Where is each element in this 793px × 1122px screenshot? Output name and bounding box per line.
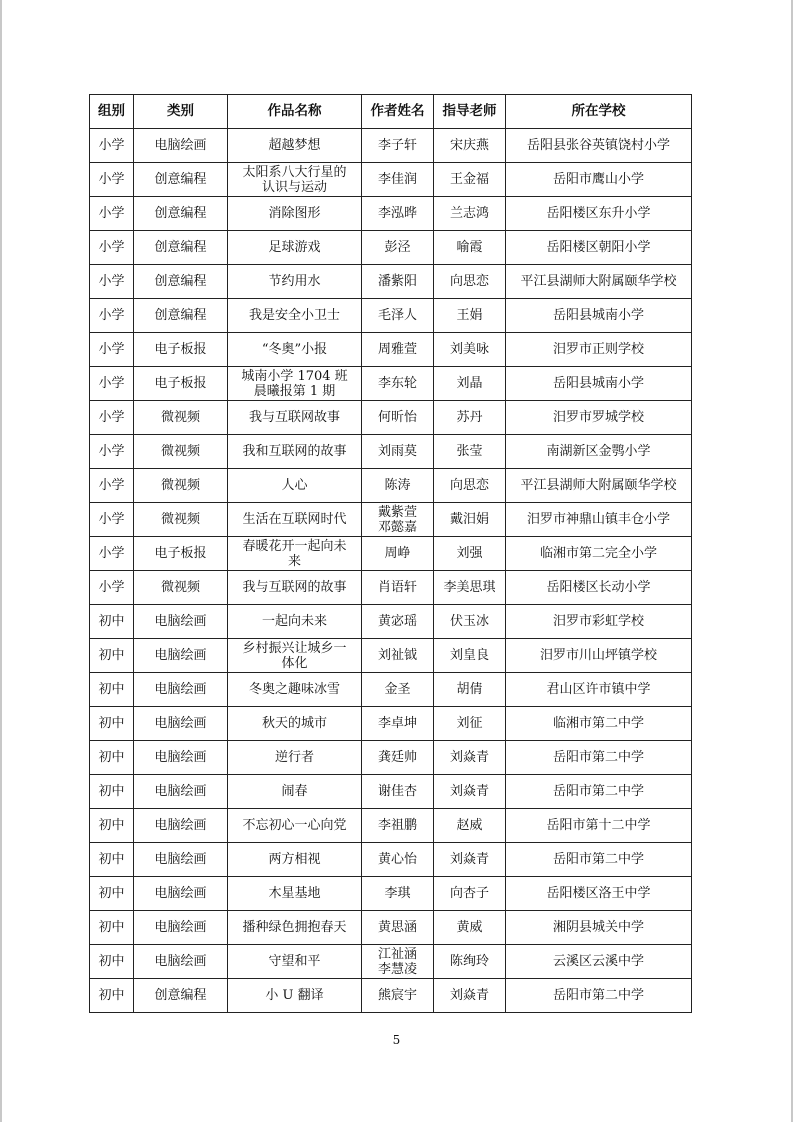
cell-work-title: 节约用水	[228, 265, 362, 299]
table-row	[90, 333, 692, 367]
cell-school: 岳阳市第二中学	[506, 741, 692, 775]
cell-work-title: 冬奥之趣味冰雪	[228, 673, 362, 707]
cell-category: 微视频	[134, 469, 228, 503]
table-row	[90, 809, 692, 843]
cell-group: 初中	[90, 639, 134, 673]
cell-group: 小学	[90, 401, 134, 435]
page-number: 5	[392, 1033, 401, 1047]
cell-group: 小学	[90, 469, 134, 503]
cell-group: 初中	[90, 707, 134, 741]
header-work-title: 作品名称	[228, 95, 362, 129]
cell-category: 创意编程	[134, 231, 228, 265]
table-row	[90, 945, 692, 979]
cell-school: 平江县湖师大附属颐华学校	[506, 265, 692, 299]
cell-work-title: 乡村振兴让城乡一 体化	[228, 639, 362, 673]
cell-group: 小学	[90, 197, 134, 231]
cell-category: 创意编程	[134, 197, 228, 231]
cell-author: 肖语轩	[362, 571, 434, 605]
cell-author: 江祉涵 李慧凌	[362, 945, 434, 979]
cell-work-title: 我和互联网的故事	[228, 435, 362, 469]
table-row	[90, 877, 692, 911]
table-row	[90, 435, 692, 469]
cell-author: 李琪	[362, 877, 434, 911]
cell-category: 电子板报	[134, 537, 228, 571]
cell-school: 岳阳市第二中学	[506, 979, 692, 1013]
cell-author: 潘紫阳	[362, 265, 434, 299]
cell-group: 初中	[90, 979, 134, 1013]
cell-teacher: 李美思琪	[434, 571, 506, 605]
cell-work-title: 我与互联网故事	[228, 401, 362, 435]
cell-category: 电脑绘画	[134, 775, 228, 809]
cell-author: 毛泽人	[362, 299, 434, 333]
cell-group: 小学	[90, 367, 134, 401]
cell-group: 初中	[90, 877, 134, 911]
cell-author: 周峥	[362, 537, 434, 571]
cell-teacher: 向思恋	[434, 265, 506, 299]
cell-category: 电脑绘画	[134, 911, 228, 945]
cell-school: 岳阳楼区朝阳小学	[506, 231, 692, 265]
cell-school: 岳阳楼区长动小学	[506, 571, 692, 605]
cell-work-title: 消除图形	[228, 197, 362, 231]
cell-teacher: 喻霞	[434, 231, 506, 265]
cell-author: 戴紫萱 邓懿嘉	[362, 503, 434, 537]
cell-work-title: 木星基地	[228, 877, 362, 911]
cell-teacher: 刘晶	[434, 367, 506, 401]
cell-work-title: 城南小学 1704 班 晨曦报第 1 期	[228, 367, 362, 401]
cell-group: 小学	[90, 571, 134, 605]
cell-teacher: 宋庆燕	[434, 129, 506, 163]
cell-school: 临湘市第二完全小学	[506, 537, 692, 571]
table-row	[90, 979, 692, 1013]
cell-work-title: 两方相视	[228, 843, 362, 877]
table-row	[90, 571, 692, 605]
cell-work-title: 生活在互联网时代	[228, 503, 362, 537]
cell-work-title: 播种绿色拥抱春天	[228, 911, 362, 945]
cell-category: 微视频	[134, 401, 228, 435]
cell-work-title: 超越梦想	[228, 129, 362, 163]
table-row	[90, 367, 692, 401]
cell-work-title: “冬奥”小报	[228, 333, 362, 367]
cell-teacher: 黄威	[434, 911, 506, 945]
table-row	[90, 299, 692, 333]
cell-school: 平江县湖师大附属颐华学校	[506, 469, 692, 503]
cell-group: 初中	[90, 605, 134, 639]
header-author: 作者姓名	[362, 95, 434, 129]
cell-work-title: 一起向未来	[228, 605, 362, 639]
cell-work-title: 人心	[228, 469, 362, 503]
cell-author: 谢佳杏	[362, 775, 434, 809]
table-row	[90, 401, 692, 435]
cell-category: 创意编程	[134, 299, 228, 333]
cell-author: 李泓晔	[362, 197, 434, 231]
cell-category: 创意编程	[134, 163, 228, 197]
table-body	[90, 129, 692, 1013]
cell-school: 岳阳楼区东升小学	[506, 197, 692, 231]
cell-school: 岳阳市第二中学	[506, 843, 692, 877]
cell-group: 初中	[90, 741, 134, 775]
cell-school: 汨罗市罗城学校	[506, 401, 692, 435]
cell-group: 小学	[90, 231, 134, 265]
cell-school: 岳阳市鹰山小学	[506, 163, 692, 197]
header-teacher: 指导老师	[434, 95, 506, 129]
cell-school: 岳阳市第二中学	[506, 775, 692, 809]
cell-group: 小学	[90, 537, 134, 571]
cell-work-title: 太阳系八大行星的 认识与运动	[228, 163, 362, 197]
table-row	[90, 639, 692, 673]
cell-school: 岳阳市第十二中学	[506, 809, 692, 843]
cell-author: 熊宸宇	[362, 979, 434, 1013]
cell-category: 电脑绘画	[134, 605, 228, 639]
cell-teacher: 刘焱青	[434, 775, 506, 809]
cell-work-title: 小 U 翻译	[228, 979, 362, 1013]
cell-category: 电脑绘画	[134, 129, 228, 163]
header-group: 组别	[90, 95, 134, 129]
cell-group: 小学	[90, 333, 134, 367]
cell-category: 电脑绘画	[134, 741, 228, 775]
cell-group: 初中	[90, 673, 134, 707]
cell-author: 周雅萱	[362, 333, 434, 367]
cell-group: 初中	[90, 775, 134, 809]
cell-group: 初中	[90, 911, 134, 945]
table-row	[90, 231, 692, 265]
cell-school: 临湘市第二中学	[506, 707, 692, 741]
cell-school: 岳阳县城南小学	[506, 367, 692, 401]
cell-group: 小学	[90, 265, 134, 299]
cell-author: 彭泾	[362, 231, 434, 265]
cell-author: 李佳润	[362, 163, 434, 197]
cell-teacher: 王金福	[434, 163, 506, 197]
cell-work-title: 闹春	[228, 775, 362, 809]
cell-work-title: 守望和平	[228, 945, 362, 979]
table-row	[90, 673, 692, 707]
cell-school: 汨罗市彩虹学校	[506, 605, 692, 639]
cell-author: 李子轩	[362, 129, 434, 163]
cell-group: 小学	[90, 129, 134, 163]
cell-group: 初中	[90, 809, 134, 843]
cell-work-title: 我与互联网的故事	[228, 571, 362, 605]
table-row	[90, 741, 692, 775]
cell-author: 黄思涵	[362, 911, 434, 945]
cell-category: 电脑绘画	[134, 877, 228, 911]
header-school: 所在学校	[506, 95, 692, 129]
table-row	[90, 163, 692, 197]
cell-teacher: 赵威	[434, 809, 506, 843]
cell-author: 何昕怡	[362, 401, 434, 435]
cell-work-title: 足球游戏	[228, 231, 362, 265]
cell-group: 初中	[90, 843, 134, 877]
cell-category: 电子板报	[134, 367, 228, 401]
cell-work-title: 我是安全小卫士	[228, 299, 362, 333]
cell-work-title: 秋天的城市	[228, 707, 362, 741]
cell-category: 电脑绘画	[134, 945, 228, 979]
table-row	[90, 911, 692, 945]
table-row	[90, 197, 692, 231]
cell-category: 电脑绘画	[134, 707, 228, 741]
cell-school: 岳阳县张谷英镇饶村小学	[506, 129, 692, 163]
cell-author: 金圣	[362, 673, 434, 707]
cell-school: 岳阳县城南小学	[506, 299, 692, 333]
cell-category: 电脑绘画	[134, 843, 228, 877]
table-row	[90, 537, 692, 571]
cell-group: 初中	[90, 945, 134, 979]
cell-category: 电脑绘画	[134, 673, 228, 707]
cell-category: 创意编程	[134, 265, 228, 299]
cell-teacher: 刘皇良	[434, 639, 506, 673]
cell-teacher: 王娟	[434, 299, 506, 333]
table-row	[90, 129, 692, 163]
cell-author: 陈涛	[362, 469, 434, 503]
cell-author: 黄心怡	[362, 843, 434, 877]
cell-category: 电脑绘画	[134, 809, 228, 843]
cell-category: 微视频	[134, 571, 228, 605]
page-left-edge	[0, 0, 2, 1122]
cell-author: 李卓坤	[362, 707, 434, 741]
cell-teacher: 戴汨娟	[434, 503, 506, 537]
cell-school: 岳阳楼区洛王中学	[506, 877, 692, 911]
cell-teacher: 向杏子	[434, 877, 506, 911]
cell-school: 湘阴县城关中学	[506, 911, 692, 945]
cell-teacher: 刘强	[434, 537, 506, 571]
cell-author: 刘祉钺	[362, 639, 434, 673]
cell-category: 创意编程	[134, 979, 228, 1013]
cell-author: 黄宓瑶	[362, 605, 434, 639]
table-row	[90, 707, 692, 741]
cell-group: 小学	[90, 435, 134, 469]
cell-school: 云溪区云溪中学	[506, 945, 692, 979]
table-row	[90, 265, 692, 299]
cell-school: 汨罗市川山坪镇学校	[506, 639, 692, 673]
cell-group: 小学	[90, 163, 134, 197]
cell-teacher: 刘焱青	[434, 979, 506, 1013]
table-row	[90, 775, 692, 809]
cell-group: 小学	[90, 503, 134, 537]
cell-category: 微视频	[134, 435, 228, 469]
cell-teacher: 陈绚玲	[434, 945, 506, 979]
cell-teacher: 胡倩	[434, 673, 506, 707]
table-header	[90, 95, 692, 129]
cell-teacher: 张莹	[434, 435, 506, 469]
cell-category: 微视频	[134, 503, 228, 537]
cell-author: 李祖鹏	[362, 809, 434, 843]
cell-school: 南湖新区金鹗小学	[506, 435, 692, 469]
table-row	[90, 843, 692, 877]
table-row	[90, 605, 692, 639]
cell-category: 电脑绘画	[134, 639, 228, 673]
cell-school: 汨罗市神鼎山镇丰仓小学	[506, 503, 692, 537]
cell-teacher: 刘美咏	[434, 333, 506, 367]
cell-school: 君山区许市镇中学	[506, 673, 692, 707]
cell-teacher: 刘焱青	[434, 741, 506, 775]
cell-author: 龚廷帅	[362, 741, 434, 775]
cell-work-title: 不忘初心一心向党	[228, 809, 362, 843]
table-row	[90, 503, 692, 537]
cell-author: 刘雨莫	[362, 435, 434, 469]
cell-teacher: 苏丹	[434, 401, 506, 435]
cell-author: 李东轮	[362, 367, 434, 401]
table-row	[90, 469, 692, 503]
cell-teacher: 刘焱青	[434, 843, 506, 877]
header-category: 类别	[134, 95, 228, 129]
cell-work-title: 春暖花开一起向未 来	[228, 537, 362, 571]
cell-category: 电子板报	[134, 333, 228, 367]
cell-school: 汨罗市正则学校	[506, 333, 692, 367]
header-row	[90, 95, 692, 129]
award-list-table	[89, 94, 692, 1013]
cell-teacher: 向思恋	[434, 469, 506, 503]
cell-work-title: 逆行者	[228, 741, 362, 775]
cell-teacher: 兰志鸿	[434, 197, 506, 231]
cell-group: 小学	[90, 299, 134, 333]
cell-teacher: 伏玉冰	[434, 605, 506, 639]
cell-teacher: 刘征	[434, 707, 506, 741]
